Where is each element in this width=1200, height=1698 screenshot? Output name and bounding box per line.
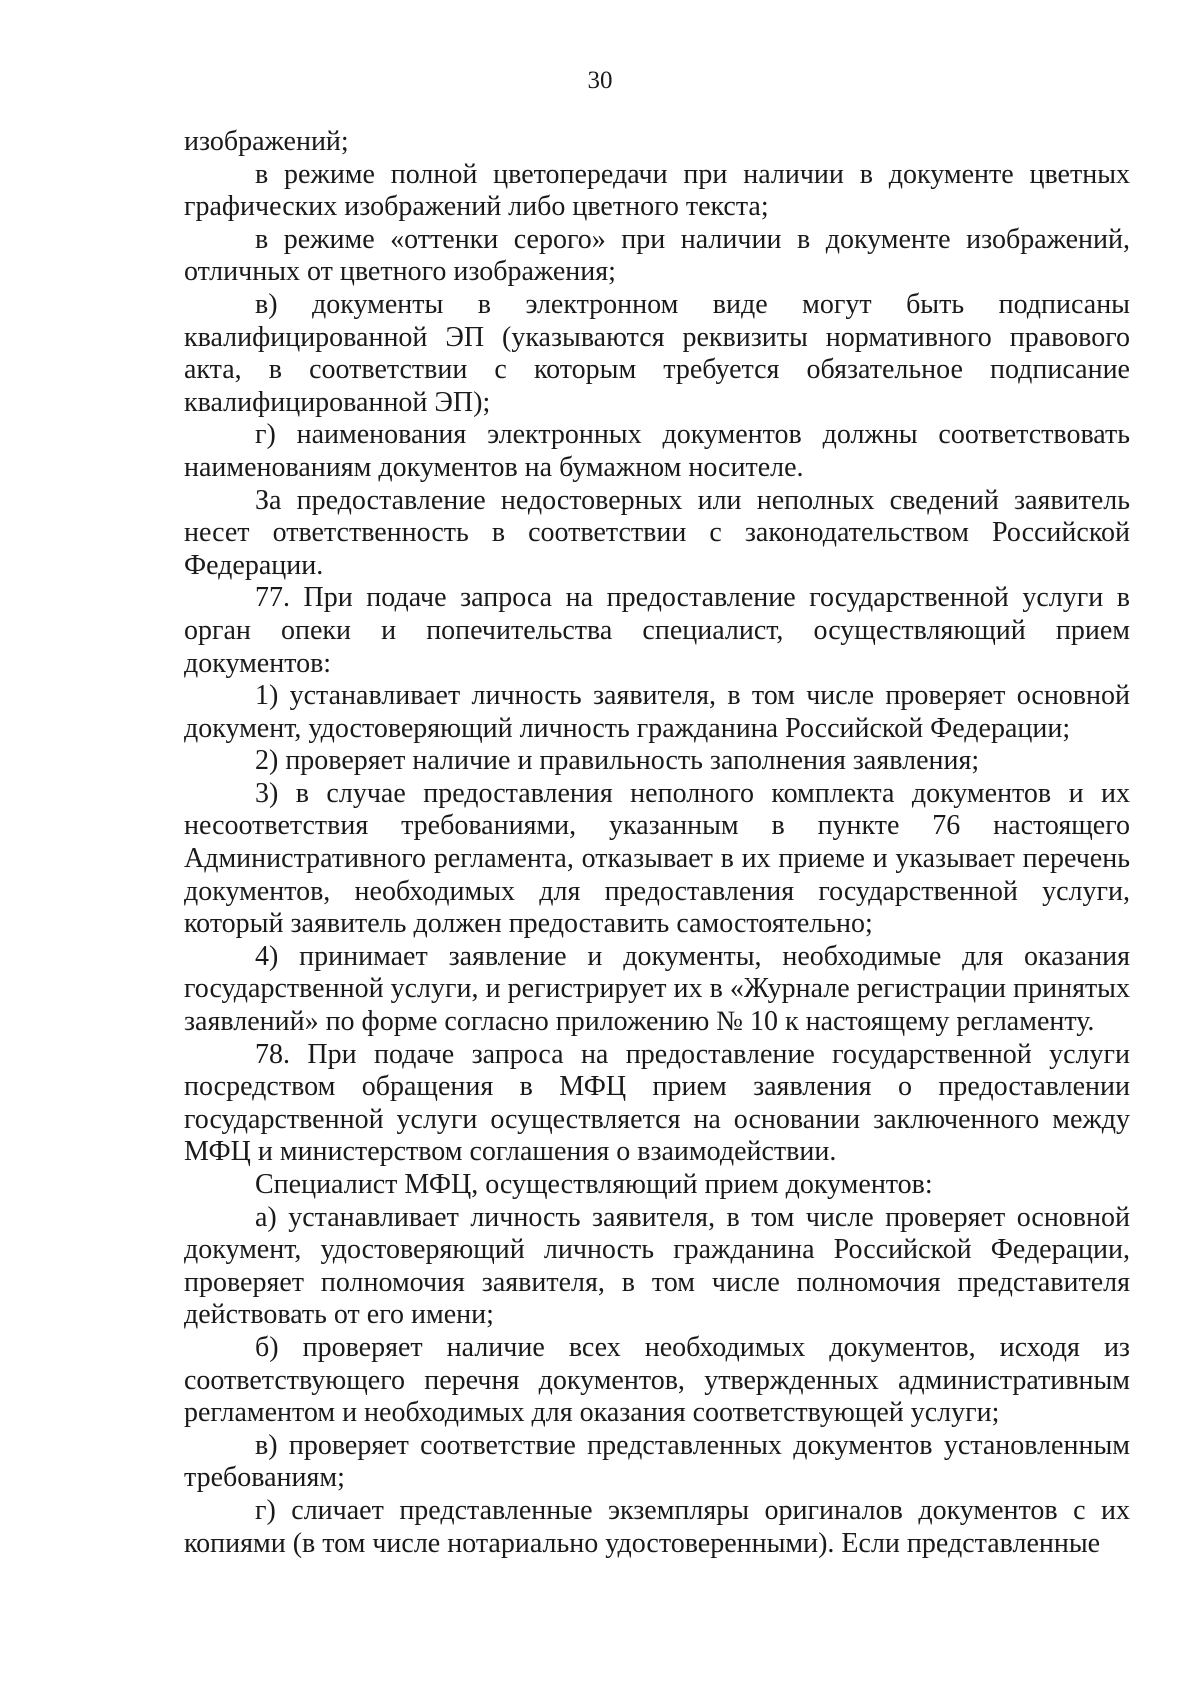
paragraph-78-item-v: в) проверяет соответствие представленных документов установленным требованиям; (184, 1429, 1130, 1494)
paragraph-77-item-2: 2) проверяет наличие и правильность заполнения заявления; (255, 745, 980, 777)
paragraph-item-g-naming: г) наименования электронных документов должны соответствовать наименованиям документов на бумажном носителе. (184, 419, 1130, 483)
paragraph-mfc-specialist: Специалист МФЦ, осуществляющий прием документов: (255, 1169, 933, 1200)
paragraph-continuation: изображений; (184, 126, 349, 157)
paragraph-responsibility: За предоставление недостоверных или неполных сведений заявитель несет ответственность в соответствии с законодательством Российской Федерации. (184, 484, 1130, 581)
paragraph-78-item-a: а) устанавливает личность заявителя, в том числе проверяет основной документ, удостоверяющий личность гражданина Российской Федерации, проверяет полномочия заявителя, в том числе полномочия представителя действовать от его имени; (184, 1201, 1130, 1331)
paragraph-full-color-mode: в режиме полной цветопередачи при наличии в документе цветных графических изображений либо цветного текста; (184, 158, 1130, 223)
paragraph-77-item-3: 3) в случае предоставления неполного комплекта документов и их несоответствия требованиями, указанным в пункте 76 настоящего Административного регламента, отказывает в их приеме и указывает перечень документов, необходимых для предоставления государственной услуги, который заявитель должен предоставить самостоятельно; (184, 777, 1130, 940)
paragraph-clause-77: 77. При подаче запроса на предоставление государственной услуги в орган опеки и попечительства специалист, осуществляющий прием документов: (184, 582, 1130, 679)
paragraph-78-item-g: г) сличает представленные экземпляры оригиналов документов с их копиями (в том числе нотариально удостоверенными). Если представленные (184, 1494, 1130, 1559)
paragraph-77-item-1: 1) устанавливает личность заявителя, в том числе проверяет основной документ, удостоверяющий личность гражданина Российской Федерации; (184, 680, 1130, 744)
paragraph-item-v-signature: в) документы в электронном виде могут быть подписаны квалифицированной ЭП (указываются реквизиты нормативного правового акта, в соответствии с которым требуется обязательное подписание квалифицированной ЭП); (184, 288, 1130, 418)
paragraph-77-item-4: 4) принимает заявление и документы, необходимые для оказания государственной услуги, и регистрирует их в «Журнале регистрации принятых заявлений» по форме согласно приложению № 10 к настоящему регламенту. (184, 940, 1130, 1038)
document-body (184, 126, 1130, 1560)
paragraph-clause-78: 78. При подаче запроса на предоставление государственной услуги посредством обращения в МФЦ прием заявления о предоставлении государственной услуги осуществляется на основании заключенного между МФЦ и министерством соглашения о взаимодействии. (184, 1038, 1130, 1168)
paragraph-grayscale-mode: в режиме «оттенки серого» при наличии в документе изображений, отличных от цветного изображения; (184, 223, 1130, 288)
paragraph-78-item-b: б) проверяет наличие всех необходимых документов, исходя из соответствующего перечня документов, утвержденных административным регламентом и необходимых для оказания соответствующей услуги; (184, 1331, 1130, 1429)
page-number: 30 (587, 67, 613, 94)
